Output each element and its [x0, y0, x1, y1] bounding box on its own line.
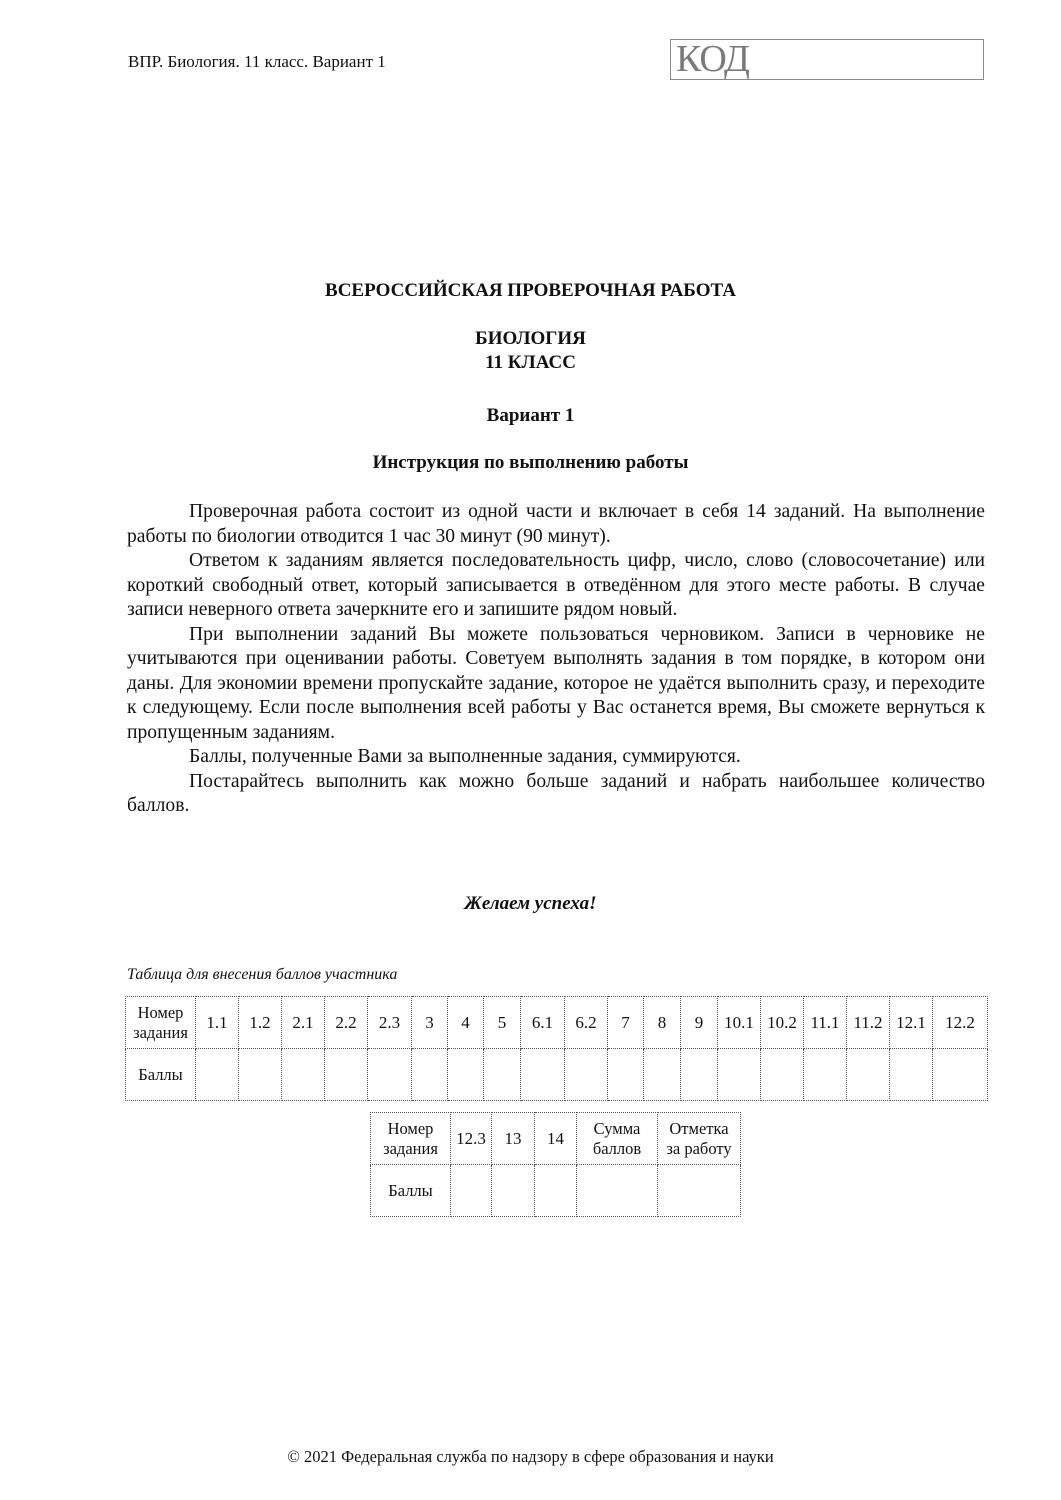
- score-row: [126, 1049, 988, 1101]
- task-number-cell: 5: [484, 997, 521, 1049]
- task-number-cell: 1.1: [196, 997, 239, 1049]
- score-table-extra: [370, 1112, 741, 1217]
- variant-title: Вариант 1: [486, 405, 575, 426]
- score-input-cell[interactable]: [718, 1049, 761, 1101]
- score-input-cell[interactable]: [804, 1049, 847, 1101]
- task-number-cell: 2.3: [368, 997, 412, 1049]
- task-number-cell: 12.3: [451, 1113, 492, 1165]
- task-number-cell: 6.2: [565, 997, 608, 1049]
- task-number-row: [371, 1113, 741, 1165]
- score-input-cell[interactable]: [608, 1049, 644, 1101]
- code-field[interactable]: КОД: [670, 39, 984, 80]
- instruction-paragraph: Ответом к заданиям является последовательность цифр, число, слово (словосочетание) или короткий свободный ответ, который записывается в отведённом для этого месте работы. В случае записи неверного ответа зачеркните его и запишите рядом новый.: [127, 550, 985, 620]
- instructions-heading: Инструкция по выполнению работы: [372, 452, 689, 473]
- instruction-paragraph: Проверочная работа состоит из одной части и включает в себя 14 заданий. На выполнение работы по биологии отводится 1 час 30 минут (90 минут).: [127, 501, 985, 547]
- task-number-cell: 4: [448, 997, 484, 1049]
- task-number-cell: 2.2: [325, 997, 368, 1049]
- task-number-cell: 14: [535, 1113, 577, 1165]
- score-input-cell[interactable]: [325, 1049, 368, 1101]
- task-number-cell: 6.1: [521, 997, 565, 1049]
- instructions-body: [127, 500, 985, 819]
- score-row: [371, 1165, 741, 1217]
- task-number-cell: 12.2: [933, 997, 988, 1049]
- total-score-input-cell[interactable]: [577, 1165, 658, 1217]
- task-number-cell: 1.2: [239, 997, 282, 1049]
- task-number-cell: 11.1: [804, 997, 847, 1049]
- table-caption: Таблица для внесения баллов участника: [127, 966, 398, 983]
- instruction-paragraph: Баллы, полученные Вами за выполненные задания, суммируются.: [189, 746, 741, 767]
- task-number-cell: 7: [608, 997, 644, 1049]
- score-input-cell[interactable]: [761, 1049, 804, 1101]
- score-input-cell[interactable]: [890, 1049, 933, 1101]
- score-input-cell[interactable]: [484, 1049, 521, 1101]
- total-score-label: Сумма баллов: [577, 1113, 658, 1165]
- score-input-cell[interactable]: [282, 1049, 325, 1101]
- score-input-cell[interactable]: [196, 1049, 239, 1101]
- task-number-cell: 2.1: [282, 997, 325, 1049]
- score-label: Баллы: [126, 1049, 196, 1101]
- score-label: Баллы: [371, 1165, 451, 1217]
- score-input-cell[interactable]: [521, 1049, 565, 1101]
- task-number-cell: 9: [681, 997, 718, 1049]
- score-input-cell[interactable]: [933, 1049, 988, 1101]
- score-input-cell[interactable]: [448, 1049, 484, 1101]
- score-table-main: [125, 996, 988, 1101]
- score-input-cell[interactable]: [368, 1049, 412, 1101]
- main-title: ВСЕРОССИЙСКАЯ ПРОВЕРОЧНАЯ РАБОТА: [325, 280, 736, 301]
- score-input-cell[interactable]: [239, 1049, 282, 1101]
- task-number-cell: 3: [412, 997, 448, 1049]
- task-number-cell: 10.2: [761, 997, 804, 1049]
- task-number-cell: 12.1: [890, 997, 933, 1049]
- score-input-cell[interactable]: [412, 1049, 448, 1101]
- grade-mark-input-cell[interactable]: [658, 1165, 741, 1217]
- task-number-label: Номер задания: [126, 997, 196, 1049]
- score-input-cell[interactable]: [492, 1165, 535, 1217]
- task-number-label: Номер задания: [371, 1113, 451, 1165]
- task-number-cell: 13: [492, 1113, 535, 1165]
- task-number-row: [126, 997, 988, 1049]
- wish-text: Желаем успеха!: [464, 893, 597, 914]
- score-input-cell[interactable]: [847, 1049, 890, 1101]
- task-number-cell: 11.2: [847, 997, 890, 1049]
- task-number-cell: 10.1: [718, 997, 761, 1049]
- instruction-paragraph: Постарайтесь выполнить как можно больше заданий и набрать наибольшее количество баллов.: [127, 770, 985, 816]
- grade-title: 11 КЛАСС: [485, 352, 576, 373]
- score-input-cell[interactable]: [451, 1165, 492, 1217]
- footer-copyright: © 2021 Федеральная служба по надзору в сфере образования и науки: [287, 1447, 774, 1466]
- grade-mark-label: Отметка за работу: [658, 1113, 741, 1165]
- score-input-cell[interactable]: [565, 1049, 608, 1101]
- header-title: ВПР. Биология. 11 класс. Вариант 1: [128, 52, 386, 71]
- score-input-cell[interactable]: [644, 1049, 681, 1101]
- subject-title: БИОЛОГИЯ: [475, 328, 586, 349]
- instruction-paragraph: При выполнении заданий Вы можете пользоваться черновиком. Записи в черновике не учитываются при оценивании работы. Советуем выполнять задания в том порядке, в котором они даны. Для экономии времени пропускайте задание, которое не удаётся выполнить сразу, и переходите к следующему. Если после выполнения всей работы у Вас останется время, Вы сможете вернуться к пропущенным заданиям.: [127, 623, 985, 743]
- score-input-cell[interactable]: [681, 1049, 718, 1101]
- score-input-cell[interactable]: [535, 1165, 577, 1217]
- task-number-cell: 8: [644, 997, 681, 1049]
